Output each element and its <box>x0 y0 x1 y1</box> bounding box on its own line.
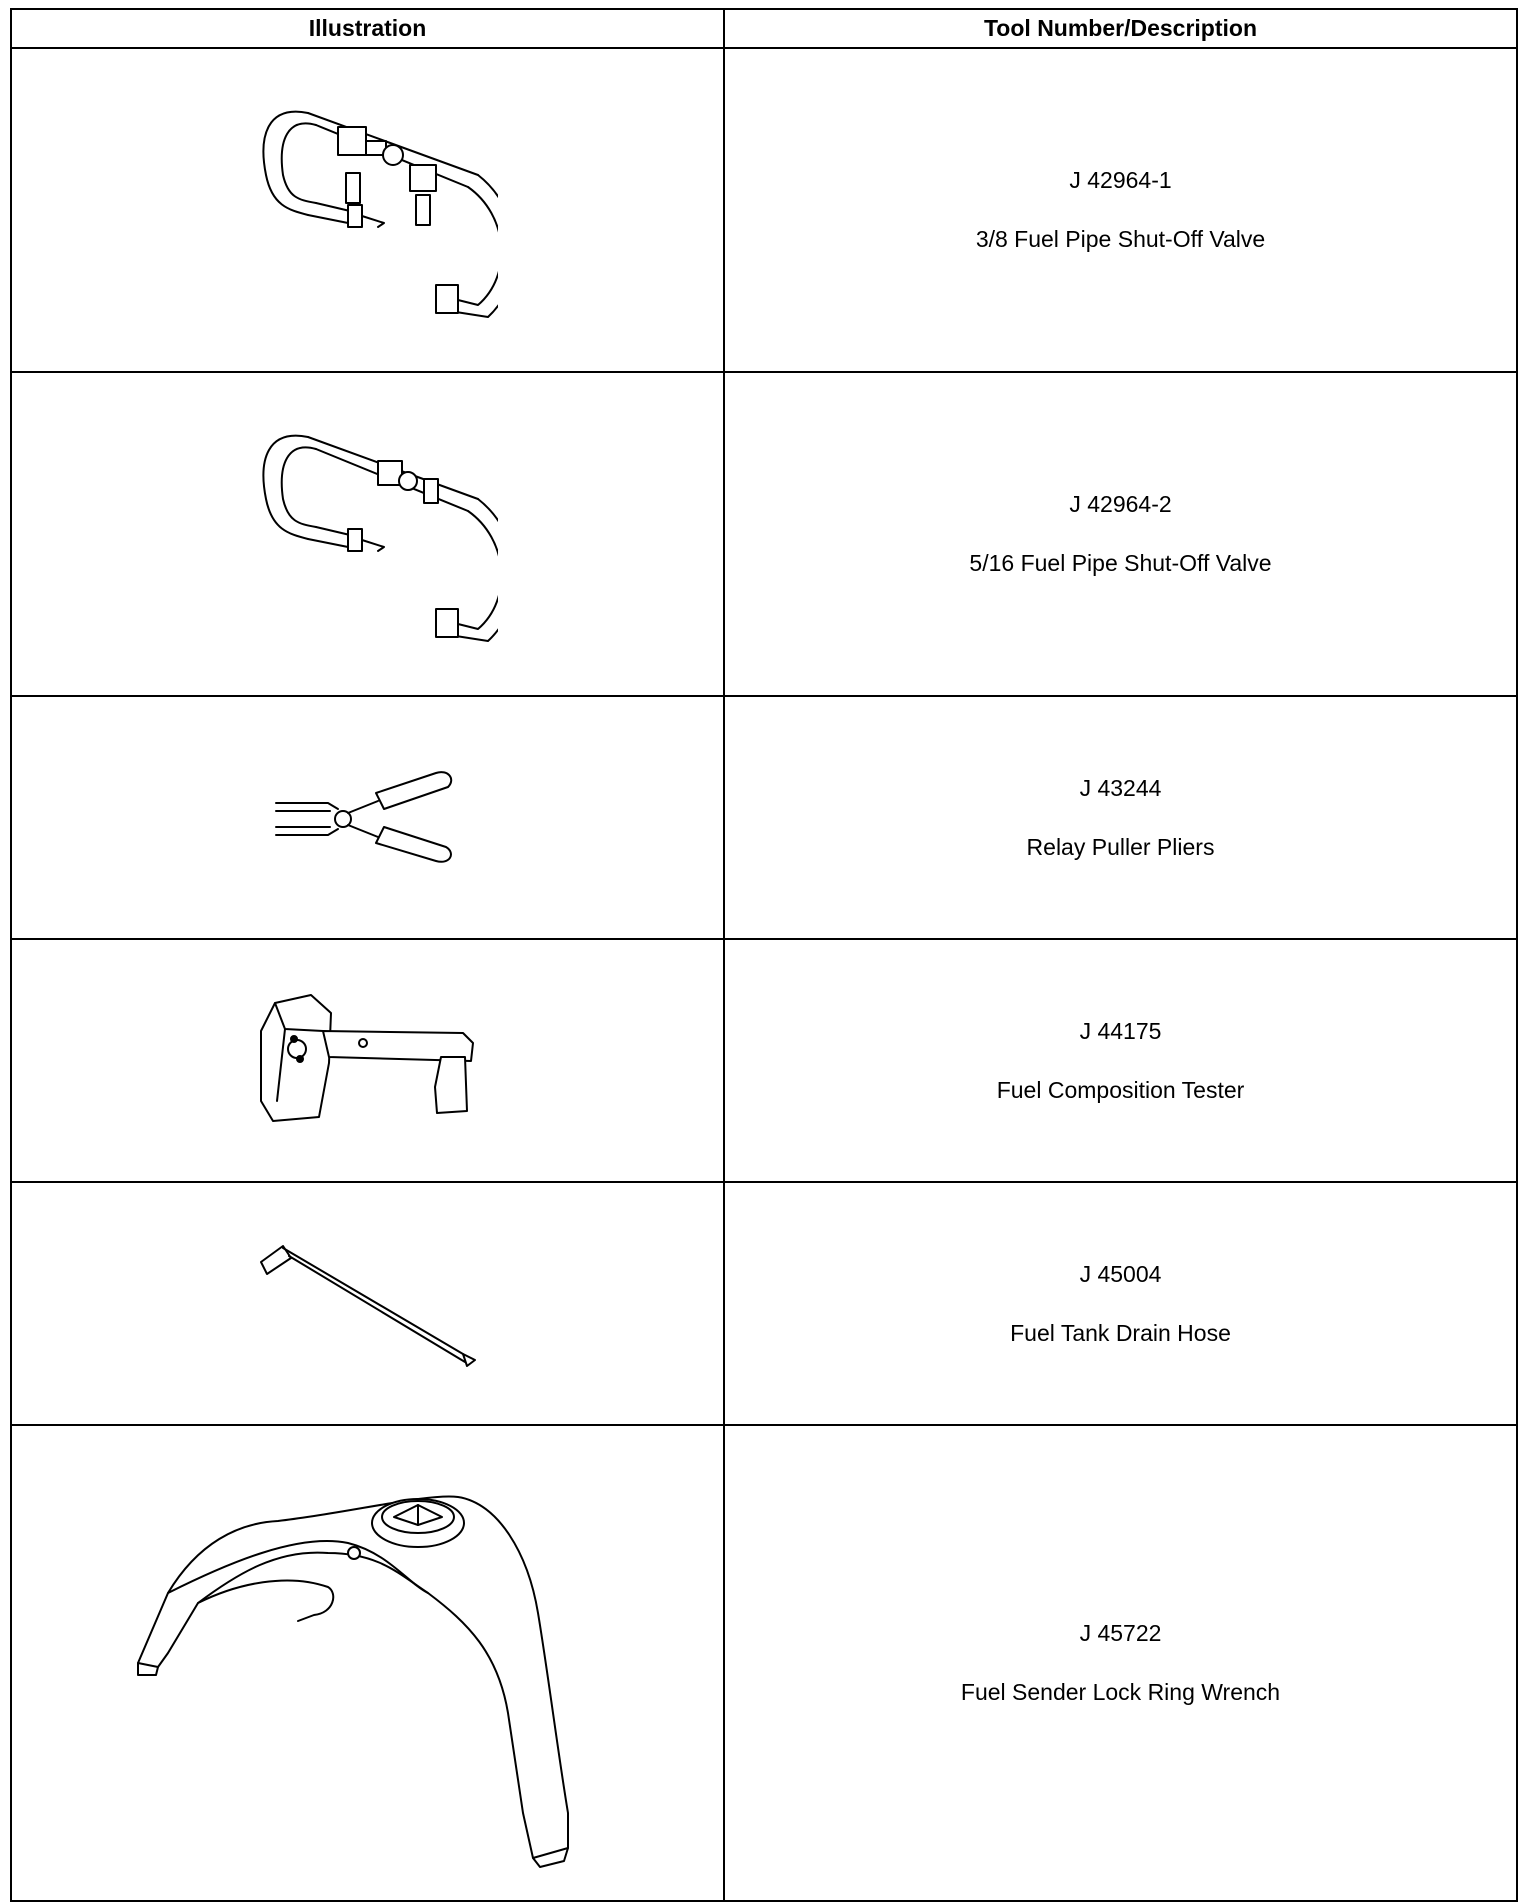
table-row <box>11 48 1517 372</box>
tool-description: Fuel Tank Drain Hose <box>1010 1319 1231 1346</box>
table-row <box>11 939 1517 1182</box>
illustration-cell <box>11 1425 724 1901</box>
table-row <box>11 372 1517 696</box>
tool-description-cell <box>724 48 1517 372</box>
tool-description-cell <box>724 696 1517 939</box>
lock-ring-wrench-icon <box>128 1453 608 1873</box>
tool-description: Fuel Composition Tester <box>996 1076 1245 1103</box>
tool-table-page <box>10 8 1516 1902</box>
tool-description-cell <box>724 372 1517 696</box>
tool-number: J 43244 <box>1079 774 1162 801</box>
drain-hose-icon <box>253 1234 483 1374</box>
tool-description: Relay Puller Pliers <box>1026 833 1215 860</box>
tool-number: J 45722 <box>1079 1620 1162 1646</box>
special-tools-table <box>10 8 1518 1902</box>
pliers-icon <box>268 763 468 873</box>
illustration-cell <box>11 939 724 1182</box>
tool-number: J 42964-2 <box>1069 491 1172 517</box>
tool-description: 3/8 Fuel Pipe Shut-Off Valve <box>975 226 1266 252</box>
shut-off-valve-icon <box>238 419 498 649</box>
header-tool-description: Tool Number/Description <box>724 9 1517 48</box>
composition-tester-icon <box>253 991 483 1131</box>
tool-number: J 45004 <box>1079 1260 1162 1287</box>
table-row <box>11 696 1517 939</box>
table-header-row <box>11 9 1517 48</box>
tool-number: J 42964-1 <box>1069 167 1172 193</box>
tool-description-cell <box>724 939 1517 1182</box>
illustration-cell <box>11 372 724 696</box>
table-row <box>11 1425 1517 1901</box>
tool-description: 5/16 Fuel Pipe Shut-Off Valve <box>969 550 1272 576</box>
tool-description: Fuel Sender Lock Ring Wrench <box>960 1679 1281 1705</box>
illustration-cell <box>11 48 724 372</box>
illustration-cell <box>11 1182 724 1425</box>
illustration-cell <box>11 696 724 939</box>
header-illustration: Illustration <box>11 9 724 48</box>
tool-description-cell <box>724 1182 1517 1425</box>
tool-description-cell <box>724 1425 1517 1901</box>
shut-off-valve-with-two-taps-icon <box>238 95 498 325</box>
tool-number: J 44175 <box>1079 1017 1162 1044</box>
table-row <box>11 1182 1517 1425</box>
